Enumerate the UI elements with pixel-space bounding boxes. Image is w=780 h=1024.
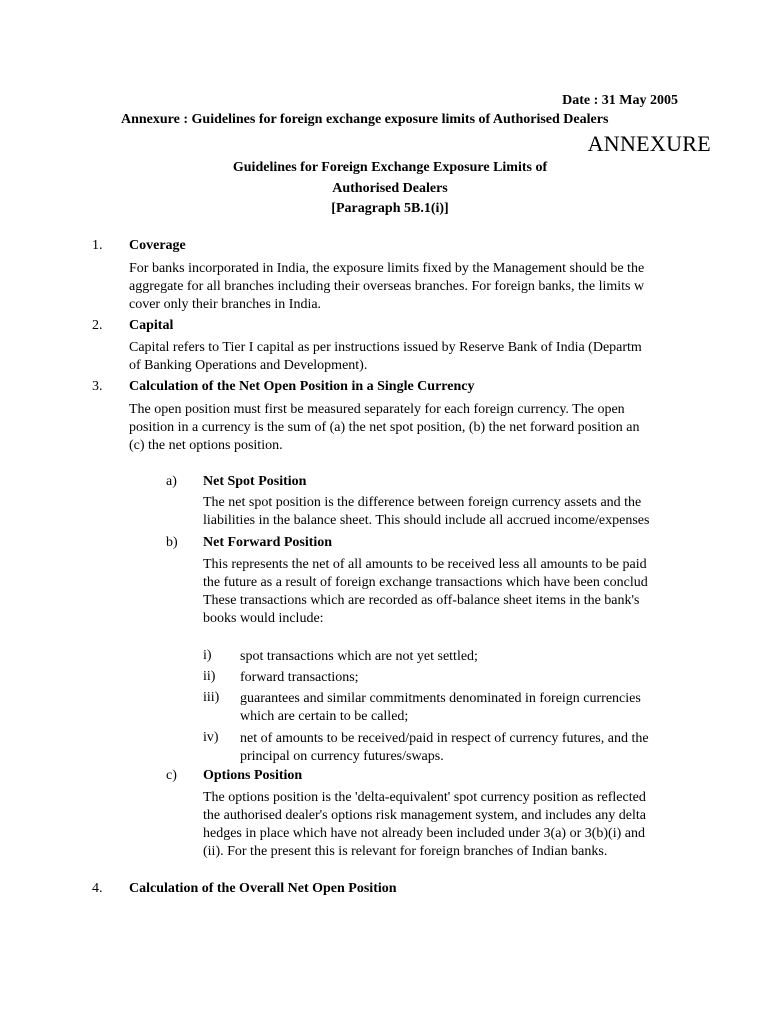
subsection-c-letter: c) <box>166 768 177 783</box>
section-2-heading: Capital <box>129 318 174 333</box>
text-line: liabilities in the balance sheet. This should include all accrued income/expenses <box>203 513 650 528</box>
list-item-number: ii) <box>203 669 216 684</box>
list-item-number: iv) <box>203 730 219 745</box>
text-line: which are certain to be called; <box>240 709 409 724</box>
text-line: guarantees and similar commitments denominated in foreign currencies <box>240 691 641 706</box>
section-4-heading: Calculation of the Overall Net Open Position <box>129 881 397 896</box>
section-4-number: 4. <box>92 881 103 896</box>
section-2-body <box>129 339 642 375</box>
list-item <box>240 730 649 766</box>
text-line: the authorised dealer's options risk management system, and includes any delta <box>203 808 647 823</box>
text-line: The net spot position is the difference between foreign currency assets and the <box>203 495 642 510</box>
section-1-heading: Coverage <box>129 238 186 253</box>
text-line: net of amounts to be received/paid in respect of currency futures, and the <box>240 731 649 746</box>
text-line: Capital refers to Tier I capital as per instructions issued by Reserve Bank of India (Departm <box>129 340 642 355</box>
text-line: spot transactions which are not yet settled; <box>240 649 478 664</box>
text-line: (c) the net options position. <box>129 438 283 453</box>
text-line: of Banking Operations and Development). <box>129 358 368 373</box>
text-line: forward transactions; <box>240 670 359 685</box>
text-line: The options position is the 'delta-equivalent' spot currency position as reflected <box>203 790 646 805</box>
text-line: The open position must first be measured separately for each foreign currency. The open <box>129 402 625 417</box>
subsection-a-body <box>203 494 649 530</box>
list-item <box>240 690 641 726</box>
doc-title-paragraph-ref: [Paragraph 5B.1(i)] <box>331 201 449 216</box>
annexure-title: Annexure : Guidelines for foreign exchange exposure limits of Authorised Dealers <box>121 112 609 127</box>
text-line: books would include: <box>203 611 324 626</box>
section-2-number: 2. <box>92 318 103 333</box>
list-item-number: i) <box>203 648 212 663</box>
subsection-a-heading: Net Spot Position <box>203 474 307 489</box>
annexure-heading: ANNEXURE <box>587 131 711 156</box>
section-3-number: 3. <box>92 379 103 394</box>
subsection-c-heading: Options Position <box>203 768 303 783</box>
section-1-number: 1. <box>92 238 103 253</box>
text-line: principal on currency futures/swaps. <box>240 749 444 764</box>
text-line: the future as a result of foreign exchange transactions which have been conclud <box>203 575 648 590</box>
subsection-c-body <box>203 789 646 861</box>
list-item-number: iii) <box>203 690 220 705</box>
section-3-body <box>129 401 640 455</box>
subsection-b-heading: Net Forward Position <box>203 535 333 550</box>
text-line: cover only their branches in India. <box>129 297 322 312</box>
subsection-a-letter: a) <box>166 474 177 489</box>
subsection-b-body <box>203 556 648 628</box>
text-line: hedges in place which have not already been included under 3(a) or 3(b)(i) and <box>203 826 645 841</box>
text-line: For banks incorporated in India, the exposure limits fixed by the Management should be the <box>129 261 645 276</box>
list-item <box>240 648 478 666</box>
subsection-b-letter: b) <box>166 535 178 550</box>
text-line: aggregate for all branches including their overseas branches. For foreign banks, the limits w <box>129 279 645 294</box>
list-item <box>240 669 359 687</box>
text-line: This represents the net of all amounts to be received less all amounts to be paid <box>203 557 647 572</box>
section-3-heading: Calculation of the Net Open Position in a Single Currency <box>129 379 475 394</box>
text-line: position in a currency is the sum of (a) the net spot position, (b) the net forward position an <box>129 420 640 435</box>
text-line: (ii). For the present this is relevant for foreign branches of Indian banks. <box>203 844 608 859</box>
section-1-body <box>129 260 644 314</box>
text-line: These transactions which are recorded as off-balance sheet items in the bank's <box>203 593 640 608</box>
document-date: Date : 31 May 2005 <box>562 93 678 108</box>
doc-title-line-2: Authorised Dealers <box>332 181 448 196</box>
doc-title-line-1: Guidelines for Foreign Exchange Exposure Limits of <box>232 160 548 175</box>
